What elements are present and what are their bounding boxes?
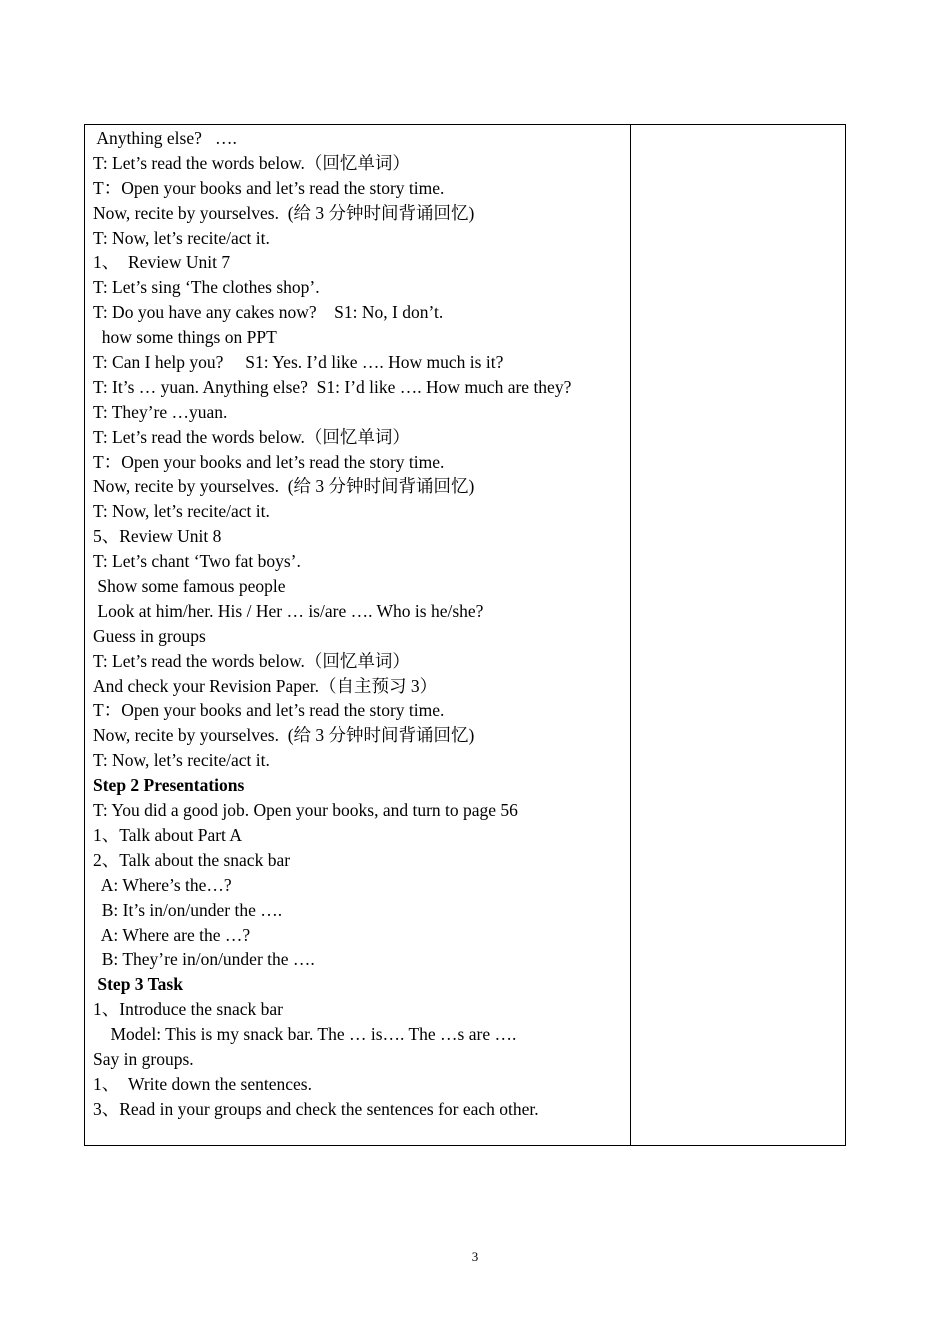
lesson-line: T: Let’s sing ‘The clothes shop’. xyxy=(93,277,320,298)
lesson-line: 3、Read in your groups and check the sentences for each other. xyxy=(93,1098,539,1119)
lesson-line: B: It’s in/on/under the …. xyxy=(93,899,283,920)
lesson-line: Look at him/her. His / Her … is/are …. Who is he/she? xyxy=(93,600,484,621)
lesson-line: Show some famous people xyxy=(93,576,286,597)
lesson-line: Model: This is my snack bar. The … is…. The …s are …. xyxy=(93,1024,517,1045)
lesson-line: 1、 Review Unit 7 xyxy=(93,252,231,273)
notes-column xyxy=(631,125,845,1145)
lesson-line: T：Open your books and let’s read the story time. xyxy=(93,700,445,721)
lesson-line: T: It’s … yuan. Anything else? S1: I’d like …. How much are they? xyxy=(93,376,572,397)
lesson-line: T: Now, let’s recite/act it. xyxy=(93,227,270,248)
lesson-line: T: Can I help you? S1: Yes. I’d like …. How much is it? xyxy=(93,352,504,373)
lesson-line: 5、Review Unit 8 xyxy=(93,526,222,547)
lesson-line: T: You did a good job. Open your books, and turn to page 56 xyxy=(93,800,518,821)
page-number: 3 xyxy=(471,1249,479,1264)
lesson-plan-table xyxy=(84,124,846,1146)
lesson-line: T：Open your books and let’s read the story time. xyxy=(93,177,445,198)
lesson-line: T: Let’s chant ‘Two fat boys’. xyxy=(93,551,301,572)
lesson-line: how some things on PPT xyxy=(93,327,277,348)
lesson-line: Say in groups. xyxy=(93,1048,194,1069)
lesson-line: T: Do you have any cakes now? S1: No, I don’t. xyxy=(93,302,444,323)
lesson-line: 1、 Write down the sentences. xyxy=(93,1073,312,1094)
step-heading: Step 3 Task xyxy=(93,974,183,995)
procedure-column xyxy=(85,125,631,1145)
lesson-line: B: They’re in/on/under the …. xyxy=(93,949,315,970)
lesson-line: Now, recite by yourselves. (给 3 分钟时间背诵回忆) xyxy=(93,202,475,223)
lesson-line: T: Now, let’s recite/act it. xyxy=(93,501,270,522)
lesson-line: T：Open your books and let’s read the story time. xyxy=(93,451,445,472)
lesson-line: Now, recite by yourselves. (给 3 分钟时间背诵回忆) xyxy=(93,476,475,497)
lesson-line: A: Where are the …? xyxy=(93,924,251,945)
lesson-line: 1、Introduce the snack bar xyxy=(93,999,283,1020)
lesson-line: T: Let’s read the words below.（回忆单词） xyxy=(93,426,410,447)
lesson-line: T: Now, let’s recite/act it. xyxy=(93,750,270,771)
lesson-line: T: Let’s read the words below.（回忆单词） xyxy=(93,152,410,173)
lesson-line: And check your Revision Paper.（自主预习 3） xyxy=(93,675,438,696)
step-heading: Step 2 Presentations xyxy=(93,775,245,796)
lesson-line: 2、Talk about the snack bar xyxy=(93,849,291,870)
lesson-line: Anything else? …. xyxy=(93,128,237,148)
lesson-line: Guess in groups xyxy=(93,625,206,646)
lesson-line: T: Let’s read the words below.（回忆单词） xyxy=(93,650,410,671)
lesson-line: A: Where’s the…? xyxy=(93,874,232,895)
lesson-line: T: They’re …yuan. xyxy=(93,401,228,422)
lesson-line: Now, recite by yourselves. (给 3 分钟时间背诵回忆) xyxy=(93,725,475,746)
lesson-line: 1、Talk about Part A xyxy=(93,824,242,845)
